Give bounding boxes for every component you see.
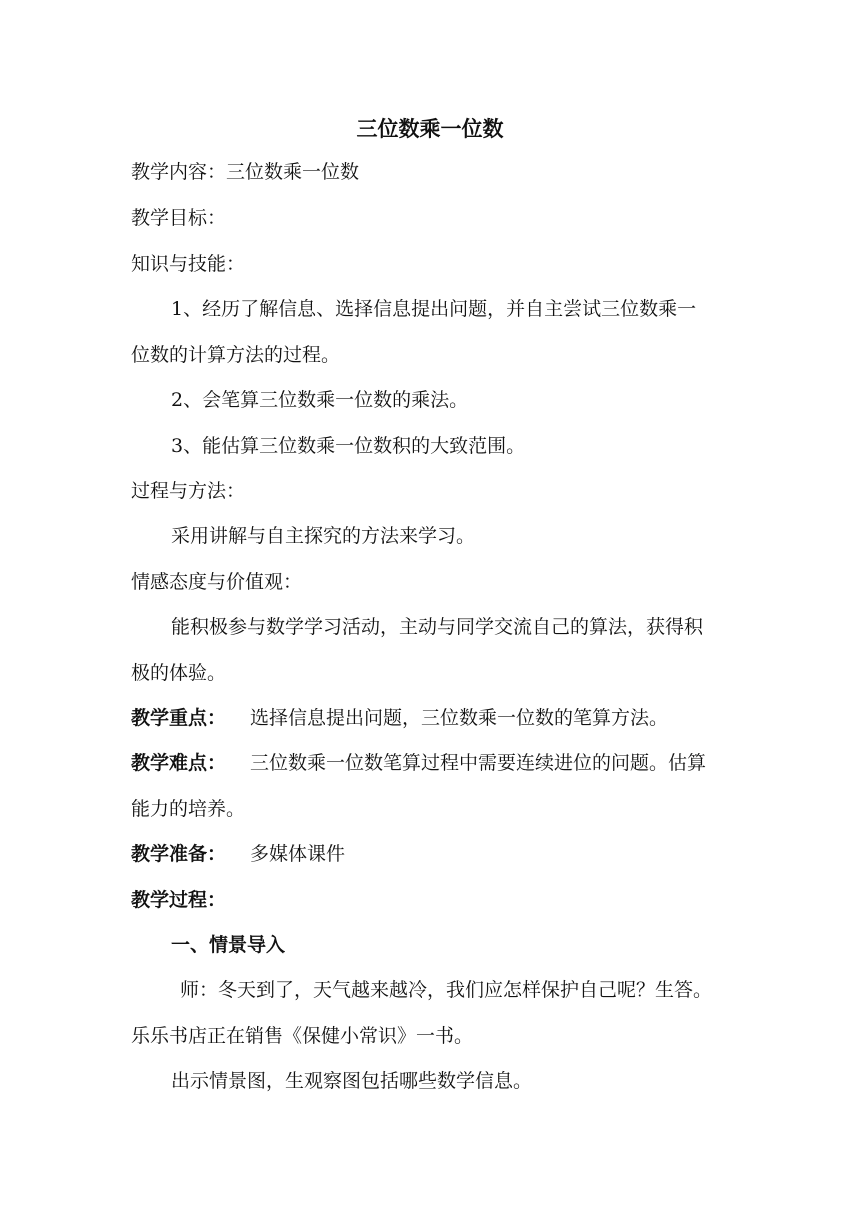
key-points-label: 教学重点： <box>131 707 227 729</box>
teaching-process-heading: 教学过程： <box>131 889 227 911</box>
preparation-text: 多媒体课件 <box>250 843 346 865</box>
preparation-label: 教学准备： <box>131 843 227 865</box>
knowledge-item-3: 3、能估算三位数乘一位数积的大致范围。 <box>171 435 526 457</box>
teacher-dialogue-line-2: 乐乐书店正在销售《保健小常识》一书。 <box>131 1025 474 1047</box>
process-method-heading: 过程与方法： <box>131 480 246 502</box>
scene-observation-line: 出示情景图，生观察图包括哪些数学信息。 <box>171 1070 533 1092</box>
section-1-heading: 一、情景导入 <box>171 934 286 956</box>
process-method-text: 采用讲解与自主探究的方法来学习。 <box>171 525 476 547</box>
emotion-values-line-1: 能积极参与数学学习活动，主动与同学交流自己的算法，获得积 <box>171 616 704 638</box>
difficulty-text-line-2: 能力的培养。 <box>131 798 246 820</box>
difficulty-text-line-1: 三位数乘一位数笔算过程中需要连续进位的问题。估算 <box>250 752 707 774</box>
teaching-content: 教学内容：三位数乘一位数 <box>131 161 360 183</box>
teacher-dialogue-line-1: 师：冬天到了，天气越来越冷，我们应怎样保护自己呢？生答。 <box>180 979 713 1001</box>
preparation-row <box>131 842 731 866</box>
key-points-text: 选择信息提出问题，三位数乘一位数的笔算方法。 <box>250 707 669 729</box>
difficulty-label: 教学难点： <box>131 752 227 774</box>
emotion-values-heading: 情感态度与价值观： <box>131 571 303 593</box>
knowledge-skills-heading: 知识与技能： <box>131 253 246 275</box>
key-points-row <box>131 706 731 730</box>
page-title: 三位数乘一位数 <box>356 116 504 141</box>
knowledge-item-1-line-1: 1、经历了解信息、选择信息提出问题，并自主尝试三位数乘一 <box>171 298 697 320</box>
knowledge-item-1-line-2: 位数的计算方法的过程。 <box>131 344 341 366</box>
difficulty-row <box>131 751 731 775</box>
emotion-values-line-2: 极的体验。 <box>131 662 227 684</box>
knowledge-item-2: 2、会笔算三位数乘一位数的乘法。 <box>171 389 469 411</box>
teaching-goals-heading: 教学目标： <box>131 207 227 229</box>
